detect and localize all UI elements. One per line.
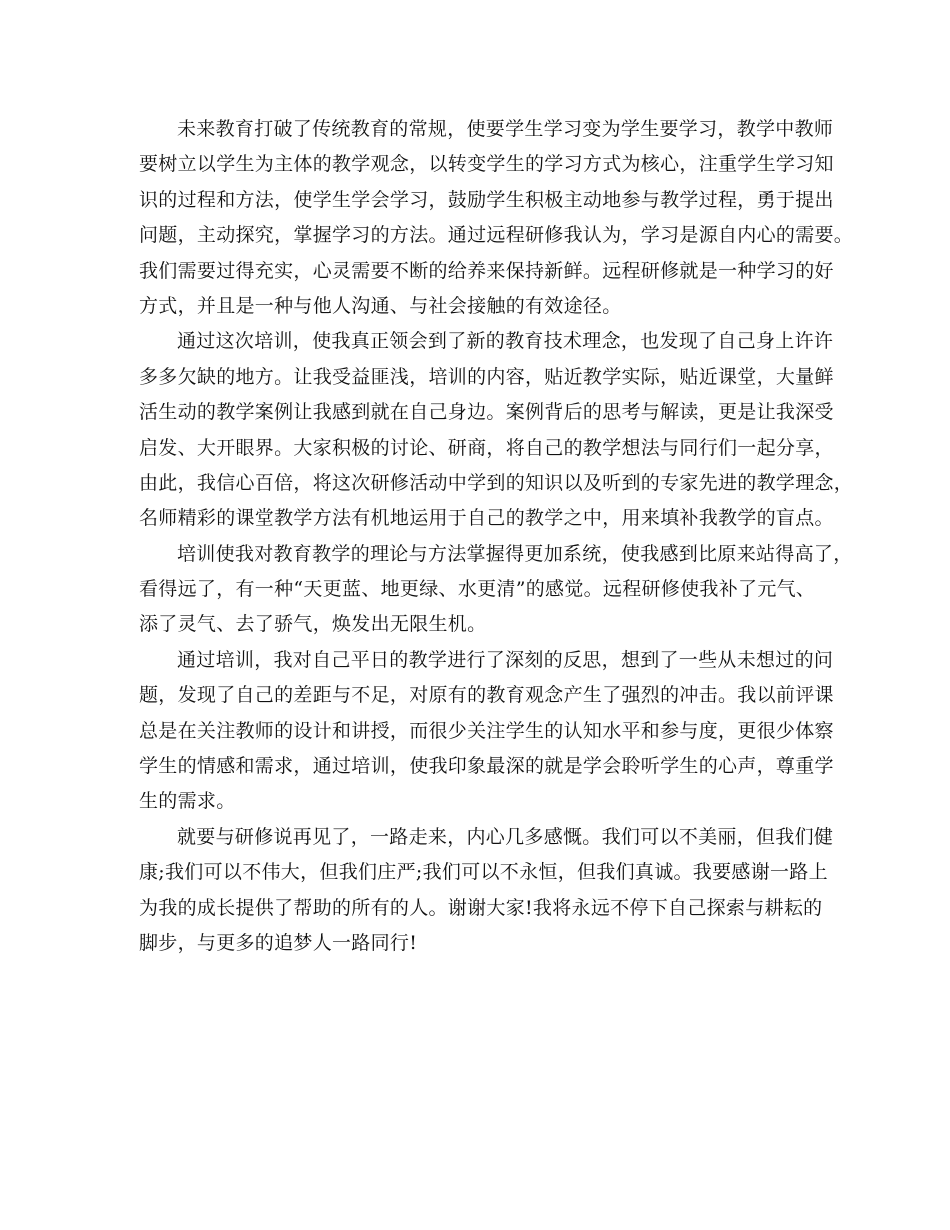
- paragraph-3: [139, 537, 853, 643]
- text-line: 识的过程和方法，使学生学会学习，鼓励学生积极主动地参与教学过程，勇于提出: [139, 188, 834, 211]
- text-line: 名师精彩的课堂教学方法有机地运用于自己的教学之中，用来填补我教学的盲点。: [139, 507, 834, 530]
- paragraph-4: [139, 643, 834, 820]
- text-line: 要树立以学生为主体的教学观念，以转变学生的学习方式为核心，注重学生学习知: [139, 153, 834, 176]
- text-line: 活生动的教学案例让我感到就在自己身边。案例背后的思考与解读，更是让我深受: [139, 401, 834, 424]
- text-line: 培训使我对教育教学的理论与方法掌握得更加系统，使我感到比原来站得高了，: [177, 542, 853, 565]
- document-body: [139, 112, 854, 961]
- text-line: 启发、大开眼界。大家积极的讨论、研商，将自己的教学想法与同行们一起分享，: [139, 436, 834, 459]
- text-line: 问题，主动探究，掌握学习的方法。通过远程研修我认为，学习是源自内心的需要。: [139, 224, 854, 247]
- text-line: 看得远了，有一种“天更蓝、地更绿、水更清”的感觉。远程研修使我补了元气、: [139, 578, 816, 601]
- text-line: 未来教育打破了传统教育的常规，使要学生学习变为学生要学习，教学中教师: [177, 118, 834, 140]
- paragraph-2: [139, 324, 854, 536]
- paragraph-1: [139, 112, 854, 324]
- text-line: 方式，并且是一种与他人沟通、与社会接触的有效途径。: [139, 294, 622, 317]
- text-line: 就要与研修说再见了，一路走来，内心几多感慨。我们可以不美丽，但我们健: [177, 825, 834, 848]
- text-line: 我们需要过得充实，心灵需要不断的给养来保持新鲜。远程研修就是一种学习的好: [139, 259, 834, 282]
- text-line: 康;我们可以不伟大，但我们庄严;我们可以不永恒，但我们真诚。我要感谢一路上: [139, 861, 828, 884]
- text-line: 生的需求。: [139, 790, 236, 813]
- text-line: 通过这次培训，使我真正领会到了新的教育技术理念，也发现了自己身上许许: [177, 330, 834, 353]
- text-line: 总是在关注教师的设计和讲授，而很少关注学生的认知水平和参与度，更很少体察: [139, 719, 834, 742]
- text-line: 多多欠缺的地方。让我受益匪浅，培训的内容，贴近教学实际，贴近课堂，大量鲜: [139, 365, 834, 388]
- text-line: 由此，我信心百倍，将这次研修活动中学到的知识以及听到的专家先进的教学理念，: [139, 471, 854, 494]
- text-line: 学生的情感和需求，通过培训，使我印象最深的就是学会聆听学生的心声，尊重学: [139, 755, 834, 778]
- paragraph-5: [139, 820, 834, 962]
- text-line: 为我的成长提供了帮助的所有的人。谢谢大家!我将永远不停下自己探索与耕耘的: [139, 896, 823, 919]
- text-line: 添了灵气、去了骄气，焕发出无限生机。: [139, 613, 487, 636]
- text-line: 通过培训，我对自己平日的教学进行了深刻的反思，想到了一些从未想过的问: [177, 648, 834, 671]
- text-line: 脚步，与更多的追梦人一路同行!: [139, 931, 418, 954]
- text-line: 题，发现了自己的差距与不足，对原有的教育观念产生了强烈的冲击。我以前评课: [139, 684, 834, 707]
